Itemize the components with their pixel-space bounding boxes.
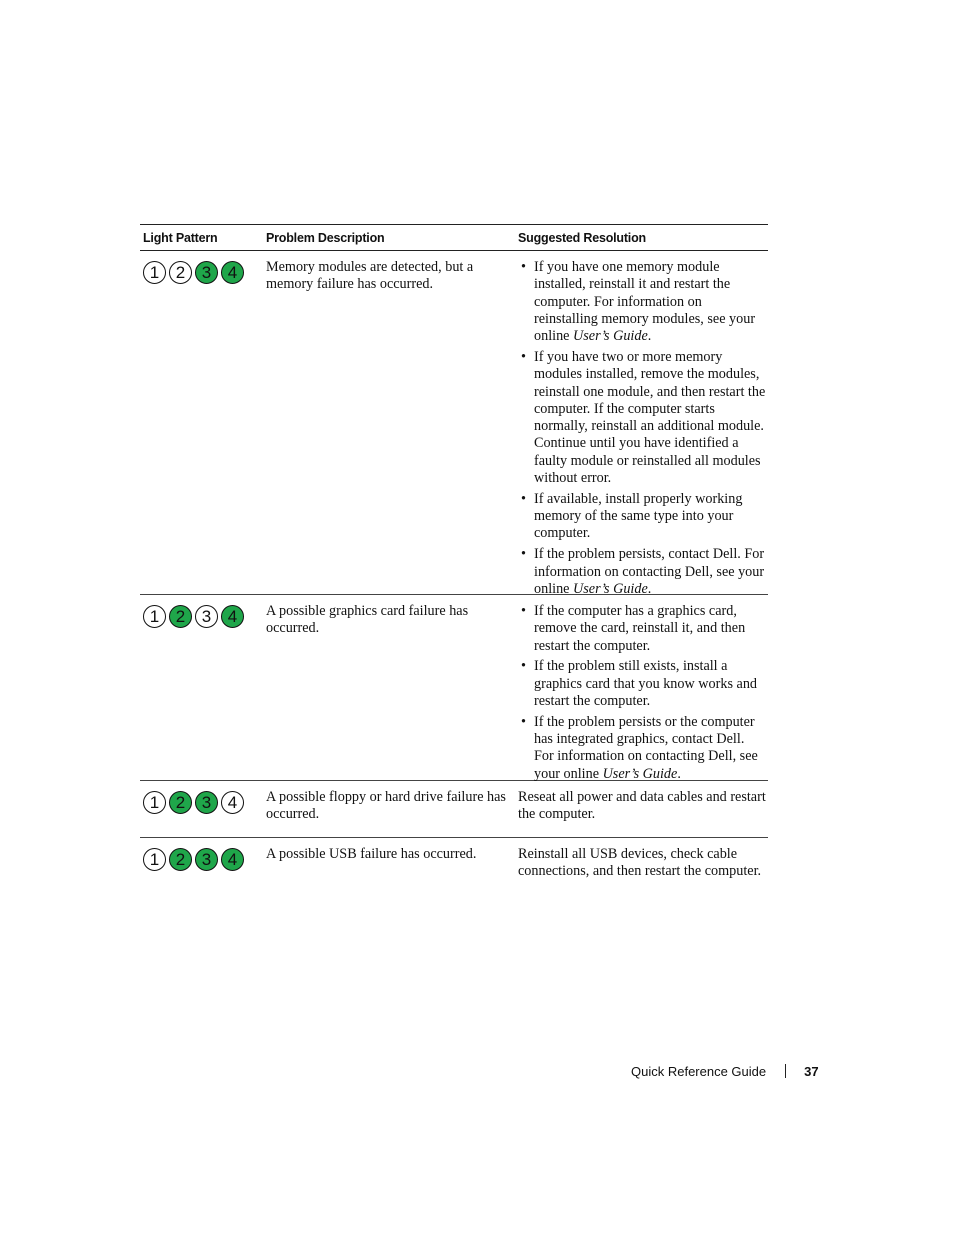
problem-description: Memory modules are detected, but a memory failure has occurred. bbox=[266, 259, 474, 293]
diagnostic-light-2-icon: 2 bbox=[169, 261, 192, 284]
diagnostic-lights-table bbox=[140, 224, 768, 898]
table-row bbox=[140, 251, 768, 595]
diagnostic-light-4-icon: 4 bbox=[221, 791, 244, 814]
header-light-pattern: Light Pattern bbox=[143, 230, 218, 245]
diagnostic-light-3-icon: 3 bbox=[195, 848, 218, 871]
diagnostic-light-4-icon: 4 bbox=[221, 261, 244, 284]
diagnostic-light-1-icon: 1 bbox=[143, 605, 166, 628]
diagnostic-light-1-icon: 1 bbox=[143, 261, 166, 284]
resolution-item: • If you have two or more memory modules installed, remove the modules, reinstall one module, and then restart the computer. If the computer starts normally, reinstall an additional module. Continue until you have identified a faulty module or reinstalled all modules without error. bbox=[518, 349, 766, 487]
page-number: 37 bbox=[804, 1063, 819, 1079]
header-suggested-resolution: Suggested Resolution bbox=[518, 230, 646, 245]
footer-divider bbox=[785, 1064, 786, 1078]
diagnostic-light-2-icon: 2 bbox=[169, 791, 192, 814]
diagnostic-light-1-icon: 1 bbox=[143, 848, 166, 871]
footer-title: Quick Reference Guide bbox=[631, 1063, 767, 1079]
diagnostic-light-3-icon: 3 bbox=[195, 791, 218, 814]
problem-description: A possible graphics card failure has occurred. bbox=[266, 603, 469, 637]
table-row bbox=[140, 838, 768, 898]
diagnostic-light-3-icon: 3 bbox=[195, 261, 218, 284]
header-problem-description: Problem Description bbox=[266, 230, 385, 245]
diagnostic-light-3-icon: 3 bbox=[195, 605, 218, 628]
suggested-resolution bbox=[516, 595, 768, 780]
problem-description: A possible floppy or hard drive failure has occurred. bbox=[266, 789, 506, 823]
resolution-item: • If the computer has a graphics card, remove the card, reinstall it, and then restart the computer. bbox=[518, 603, 766, 655]
diagnostic-light-4-icon: 4 bbox=[221, 848, 244, 871]
light-pattern bbox=[143, 791, 263, 814]
diagnostic-light-2-icon: 2 bbox=[169, 848, 192, 871]
resolution-item: • If you have one memory module installed, reinstall it and restart the computer. For information on reinstalling memory modules, see your online User’s Guide. bbox=[518, 259, 766, 345]
problem-description: A possible USB failure has occurred. bbox=[266, 846, 477, 862]
resolution-item: • If the problem still exists, install a graphics card that you know works and restart the computer. bbox=[518, 658, 766, 710]
diagnostic-light-1-icon: 1 bbox=[143, 791, 166, 814]
light-pattern bbox=[143, 605, 263, 628]
suggested-resolution: Reseat all power and data cables and restart the computer. bbox=[518, 789, 766, 823]
table-row bbox=[140, 595, 768, 781]
resolution-list bbox=[518, 259, 766, 598]
suggested-resolution bbox=[516, 251, 768, 597]
resolution-item: • If the problem persists or the computer has integrated graphics, contact Dell. For information on contacting Dell, see your online User’s Guide. bbox=[518, 714, 766, 783]
diagnostic-light-4-icon: 4 bbox=[221, 605, 244, 628]
table-row bbox=[140, 781, 768, 838]
light-pattern bbox=[143, 261, 263, 284]
resolution-item: • If available, install properly working memory of the same type into your computer. bbox=[518, 491, 766, 543]
table-header bbox=[140, 224, 768, 251]
suggested-resolution: Reinstall all USB devices, check cable connections, and then restart the computer. bbox=[518, 846, 762, 880]
page-footer bbox=[631, 1062, 819, 1080]
diagnostic-light-2-icon: 2 bbox=[169, 605, 192, 628]
resolution-list bbox=[518, 603, 766, 783]
resolution-item: • If the problem persists, contact Dell. For information on contacting Dell, see your online User’s Guide. bbox=[518, 546, 766, 598]
light-pattern bbox=[143, 848, 263, 871]
